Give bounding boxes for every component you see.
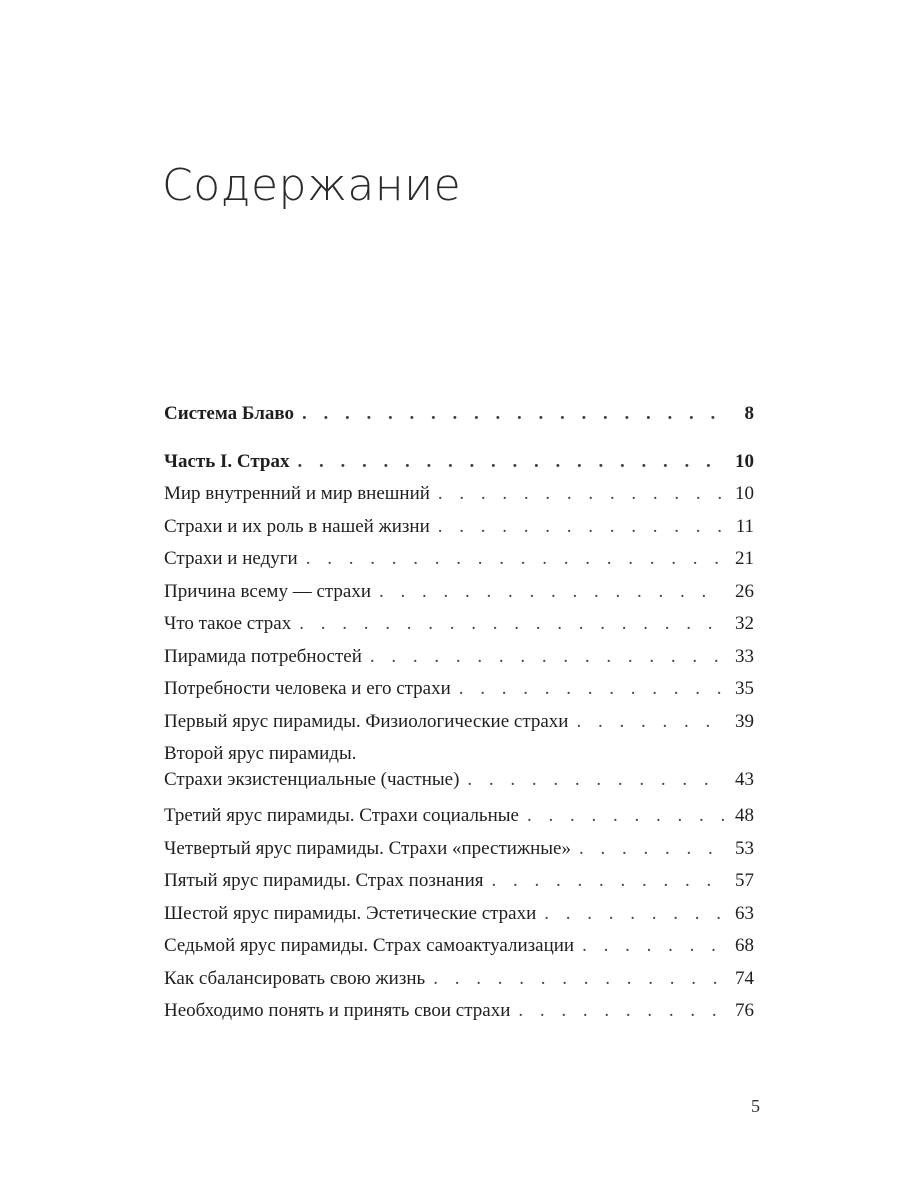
dot-leader xyxy=(298,450,724,474)
toc-entry-title: Часть I. Страх xyxy=(164,451,290,472)
toc-entry-title: Пятый ярус пирамиды. Страх познания xyxy=(164,870,484,891)
toc-entry[interactable] xyxy=(164,677,754,710)
toc-entry[interactable] xyxy=(164,612,754,645)
dot-leader xyxy=(306,547,724,571)
toc-entry[interactable] xyxy=(164,547,754,580)
toc-entry-page: 57 xyxy=(735,870,754,891)
toc-entry[interactable] xyxy=(164,515,754,548)
dot-leader xyxy=(299,612,724,636)
dot-leader xyxy=(576,710,724,734)
toc-entry-title: Первый ярус пирамиды. Физиологические страхи xyxy=(164,710,569,732)
toc-entry-title: Страхи и недуги xyxy=(164,548,298,569)
toc-entry[interactable] xyxy=(164,902,754,935)
dot-leader xyxy=(379,580,724,604)
dot-leader xyxy=(527,804,724,828)
dot-leader xyxy=(438,482,724,506)
dot-leader xyxy=(302,402,724,426)
dot-leader xyxy=(467,768,724,792)
toc-entry-title: Мир внутренний и мир внешний xyxy=(164,483,430,504)
toc-entry-page: 33 xyxy=(735,645,754,667)
table-of-contents xyxy=(164,402,754,1032)
dot-leader xyxy=(370,645,724,669)
toc-entry[interactable] xyxy=(164,742,754,800)
toc-entry-page: 32 xyxy=(735,613,754,634)
dot-leader xyxy=(518,999,724,1023)
toc-entry-title: Седьмой ярус пирамиды. Страх самоактуализации xyxy=(164,935,575,956)
toc-entry[interactable] xyxy=(164,580,754,613)
dot-leader xyxy=(459,677,724,701)
toc-entry[interactable] xyxy=(164,869,754,902)
page-number: 5 xyxy=(751,1096,760,1116)
toc-entry[interactable] xyxy=(164,804,754,837)
toc-entry-title-line2: Страхи экзистенциальные (частные) xyxy=(164,769,460,790)
toc-entry-title: Система Блаво xyxy=(164,403,295,424)
toc-entry-title: Шестой ярус пирамиды. Эстетические страхи xyxy=(164,902,537,924)
dot-leader xyxy=(544,902,724,926)
toc-entry-page: 10 xyxy=(735,451,754,472)
toc-entry-title: Необходимо понять и принять свои страхи xyxy=(164,1000,511,1021)
toc-entry[interactable] xyxy=(164,999,754,1032)
toc-entry-title: Пирамида потребностей xyxy=(164,645,362,667)
toc-entry[interactable] xyxy=(164,967,754,1000)
toc-entry-page: 63 xyxy=(735,902,754,924)
toc-entry[interactable] xyxy=(164,482,754,515)
toc-entry-title: Причина всему — страхи xyxy=(164,580,372,602)
toc-entry-page: 53 xyxy=(735,837,754,859)
toc-entry-page: 43 xyxy=(735,769,754,790)
toc-entry[interactable] xyxy=(164,710,754,743)
toc-entry-page: 76 xyxy=(735,1000,754,1021)
toc-entry[interactable] xyxy=(164,402,754,434)
toc-entry-page: 26 xyxy=(735,580,754,602)
toc-entry-page: 35 xyxy=(735,678,754,699)
toc-entry-title: Третий ярус пирамиды. Страхи социальные xyxy=(164,805,519,826)
toc-entry-page: 48 xyxy=(735,805,754,826)
toc-entry-title: Потребности человека и его страхи xyxy=(164,678,451,699)
toc-entry[interactable] xyxy=(164,934,754,967)
dot-leader xyxy=(582,934,724,958)
toc-entry-title-line1: Второй ярус пирамиды. xyxy=(164,743,357,764)
dot-leader xyxy=(579,837,724,861)
toc-entry-title: Четвертый ярус пирамиды. Страхи «престижные» xyxy=(164,837,571,859)
dot-leader xyxy=(438,515,724,539)
toc-entry-page: 74 xyxy=(735,967,754,989)
toc-entry-page: 11 xyxy=(735,515,754,537)
toc-entry-page: 8 xyxy=(744,403,754,424)
toc-entry-title: Страхи и их роль в нашей жизни xyxy=(164,515,430,537)
toc-entry[interactable] xyxy=(164,450,754,482)
toc-entry-page: 10 xyxy=(735,483,754,504)
toc-entry-title: Что такое страх xyxy=(164,613,292,634)
toc-entry-page: 21 xyxy=(735,548,754,569)
toc-entry-page: 68 xyxy=(735,935,754,956)
toc-entry-page: 39 xyxy=(735,710,754,732)
toc-entry-title: Как сбалансировать свою жизнь xyxy=(164,967,426,989)
toc-entry[interactable] xyxy=(164,837,754,870)
toc-entry[interactable] xyxy=(164,645,754,678)
dot-leader xyxy=(433,967,724,991)
dot-leader xyxy=(492,869,724,893)
page-title: Содержание xyxy=(162,160,462,211)
